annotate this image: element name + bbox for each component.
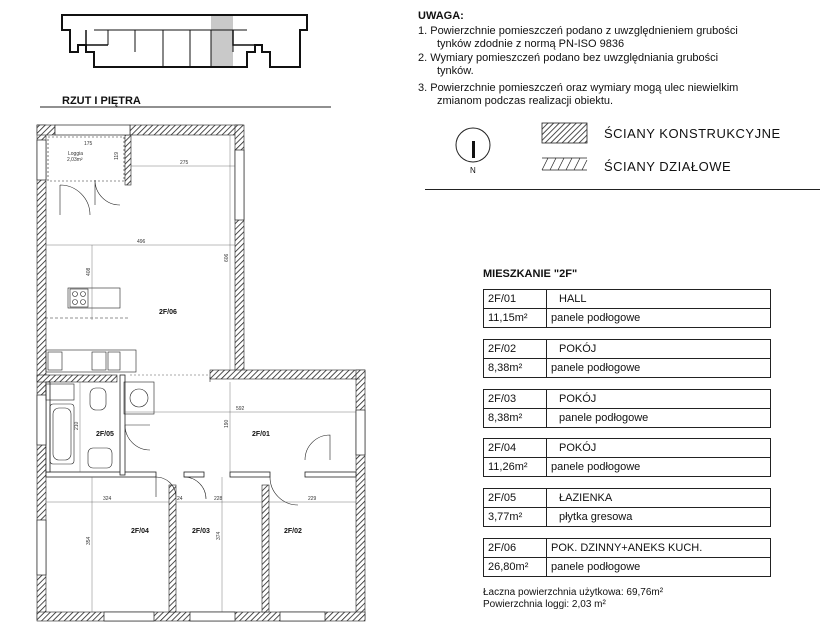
- room-id: 2F/06: [484, 539, 547, 558]
- room-name: POKÓJ: [547, 439, 771, 458]
- room-id: 2F/02: [484, 340, 547, 359]
- dim-496: 496: [137, 239, 146, 245]
- room-id: 2F/04: [484, 439, 547, 458]
- room-name: HALL: [547, 290, 771, 309]
- note-3-line1: 3. Powierzchnie pomieszczeń oraz wymiary mogą ulec niewielkim: [418, 82, 739, 94]
- room-area: 26,80m²: [484, 558, 547, 577]
- room-finish: panele podłogowe: [547, 409, 771, 428]
- room-name: POK. DZINNY+ANEKS KUCH.: [547, 539, 771, 558]
- room-area: 11,26m²: [484, 458, 547, 477]
- washbasin: [88, 448, 112, 468]
- dim-210: 210: [74, 421, 80, 430]
- bathtub: [50, 404, 74, 464]
- room-card-2f02: [483, 339, 771, 378]
- legend-graphics: [445, 118, 595, 180]
- legend-partition-walls: ŚCIANY DZIAŁOWE: [604, 159, 732, 174]
- partition-wall-swatch: [542, 158, 587, 170]
- total-area: Łaczna powierzchnia użytkowa: 69,76m²: [483, 587, 664, 598]
- legend-divider: [425, 189, 820, 190]
- toilet: [90, 388, 106, 410]
- note-3: [418, 82, 818, 108]
- dim-354: 354: [86, 536, 92, 545]
- dim-606: 606: [224, 253, 230, 262]
- room-label-2f02: 2F/02: [284, 528, 302, 535]
- floor-plan: [0, 0, 400, 633]
- room-label-2f05: 2F/05: [96, 431, 114, 438]
- room-label-2f01: 2F/01: [252, 431, 270, 438]
- notes-title: UWAGA:: [418, 10, 464, 22]
- note-1: [418, 25, 818, 51]
- dim-374: 374: [216, 531, 222, 540]
- room-area: 3,77m²: [484, 508, 547, 527]
- dim-229: 229: [308, 496, 317, 502]
- room-id: 2F/01: [484, 290, 547, 309]
- dim-408: 408: [86, 267, 92, 276]
- room-area: 8,38m²: [484, 409, 547, 428]
- loggia-total-area: Powierzchnia loggi: 2,03 m²: [483, 599, 606, 610]
- room-finish: płytka gresowa: [547, 508, 771, 527]
- room-id: 2F/05: [484, 489, 547, 508]
- room-card-2f04: [483, 438, 771, 477]
- room-labels: [96, 309, 302, 535]
- room-name: POKÓJ: [547, 390, 771, 409]
- structural-walls: [37, 125, 365, 621]
- loggia-area: 2,03m²: [67, 157, 83, 163]
- kitchen-island: [68, 288, 120, 308]
- section-title: RZUT I PIĘTRA: [62, 95, 141, 107]
- room-label-2f03: 2F/03: [192, 528, 210, 535]
- dim-324: 324: [103, 496, 112, 502]
- room-finish: panele podłogowe: [547, 309, 771, 328]
- note-2-line1: 2. Wymiary pomieszczeń podano bez uwzględniania grubości: [418, 52, 719, 64]
- cooktop: [70, 289, 88, 307]
- note-1-line1: 1. Powierzchnie pomieszczeń podano z uwzględnieniem grubości: [418, 25, 738, 37]
- room-card-2f01: [483, 289, 771, 328]
- loggia: [48, 137, 124, 181]
- doors: [60, 180, 360, 505]
- partition-walls: [46, 375, 356, 477]
- note-2: [418, 52, 818, 78]
- room-id: 2F/03: [484, 390, 547, 409]
- room-finish: panele podłogowe: [547, 558, 771, 577]
- washing-machine: [124, 382, 154, 414]
- dim-loggia-height: 119: [114, 152, 120, 160]
- room-name: ŁAZIENKA: [547, 489, 771, 508]
- dim-228: 228: [214, 496, 223, 502]
- kitchen-fixtures: [45, 288, 136, 372]
- room-area: 8,38m²: [484, 359, 547, 378]
- room-finish: panele podłogowe: [547, 359, 771, 378]
- kitchen-counter: [46, 350, 136, 372]
- compass-icon: [456, 128, 490, 162]
- dim-592: 592: [236, 406, 245, 412]
- dim-loggia-width: 175: [84, 141, 93, 147]
- note-1-line2: tynków zdodnie z normą PN-ISO 9836: [437, 38, 625, 50]
- loggia-label: Loggia: [68, 151, 84, 157]
- note-2-line2: tynków.: [437, 65, 474, 77]
- key-plan: [62, 15, 307, 67]
- key-plan-highlight: [211, 15, 233, 67]
- room-card-2f03: [483, 389, 771, 428]
- room-name: POKÓJ: [547, 340, 771, 359]
- dimension-values: [74, 160, 317, 545]
- dim-24: 24: [177, 496, 183, 502]
- legend-structural-walls: ŚCIANY KONSTRUKCYJNE: [604, 126, 781, 141]
- dim-190: 190: [224, 419, 230, 428]
- room-finish: panele podłogowe: [547, 458, 771, 477]
- compass-label: N: [470, 166, 476, 175]
- room-label-2f06: 2F/06: [159, 309, 177, 316]
- room-area: 11,15m²: [484, 309, 547, 328]
- room-card-2f06: [483, 538, 771, 577]
- kitchen-sink: [92, 352, 106, 370]
- dim-275: 275: [180, 160, 189, 166]
- note-3-line2: zmianom podczas realizacji obiektu.: [437, 95, 614, 107]
- apartment-title: MIESZKANIE "2F": [483, 268, 578, 280]
- room-card-2f05: [483, 488, 771, 527]
- structural-wall-swatch: [542, 123, 587, 143]
- room-label-2f04: 2F/04: [131, 528, 149, 535]
